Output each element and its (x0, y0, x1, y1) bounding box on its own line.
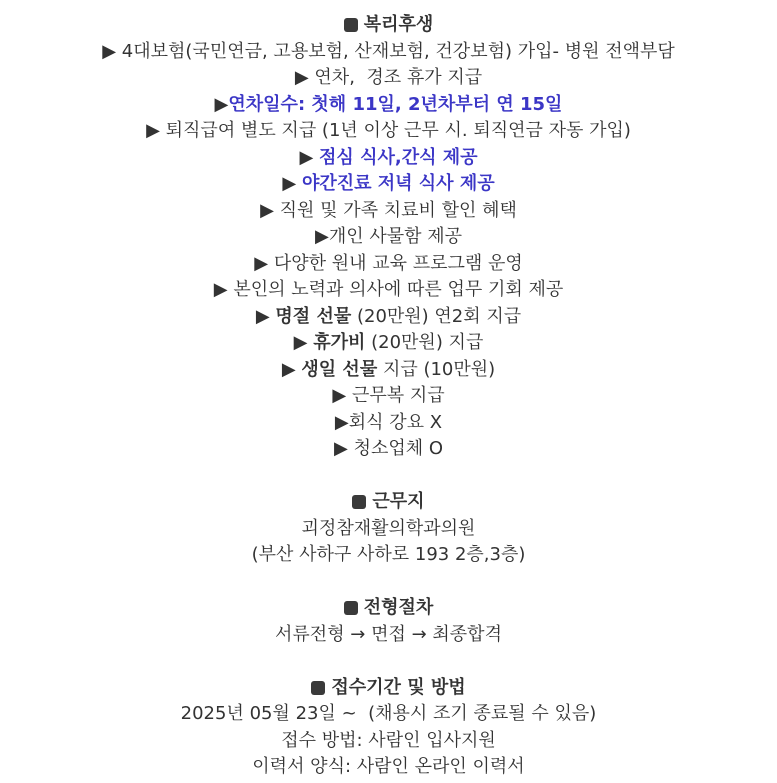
benefit-text: 지급 (10만원) (377, 358, 496, 380)
benefit-item-uniform (0, 383, 777, 410)
benefit-item-education (0, 251, 777, 278)
section-gap (0, 463, 777, 490)
benefit-item-severance (0, 118, 777, 145)
black-square-icon (352, 495, 366, 509)
section-application (0, 675, 777, 781)
section-title-text: 복리후생 (363, 14, 434, 35)
benefit-item-no-forced-dinner (0, 410, 777, 437)
bullet-arrow-icon: ▶ (260, 199, 280, 221)
application-method-text: 접수 방법: 사람인 입사지원 (281, 729, 496, 751)
application-method (0, 728, 777, 755)
benefit-label: 명절 선물 (275, 305, 352, 327)
benefit-text: 퇴직급여 별도 지급 (1년 이상 근무 시. 퇴직연금 자동 가입) (165, 120, 631, 141)
bullet-arrow-icon: ▶ (102, 40, 122, 62)
benefit-text: 본인의 노력과 의사에 따른 업무 기회 제공 (233, 279, 564, 300)
bullet-arrow-icon: ▶ (333, 438, 354, 459)
section-gap (0, 569, 777, 596)
bullet-arrow-icon: ▶ (146, 120, 166, 141)
section-title-application (0, 675, 777, 702)
process-steps (0, 622, 777, 649)
bullet-arrow-icon: ▶ (254, 252, 274, 274)
section-title-process (0, 595, 777, 622)
application-period-text: 2025년 05월 23일 ~ (채용시 조기 종료될 수 있음) (180, 703, 597, 724)
bullet-arrow-icon: ▶ (299, 146, 320, 168)
section-process (0, 595, 777, 648)
bullet-arrow-icon: ▶ (282, 173, 302, 194)
benefit-text: 4대보험(국민연금, 고용보험, 산재보험, 건강보험) 가입- 병원 전액부담 (121, 40, 675, 62)
application-period (0, 701, 777, 728)
workplace-address (0, 542, 777, 569)
bullet-arrow-icon: ▶ (334, 411, 349, 433)
workplace-name-text: 괴정참재활의학과의원 (301, 517, 476, 539)
bullet-arrow-icon: ▶ (213, 279, 234, 300)
benefit-text-highlight: 점심 식사,간식 제공 (319, 146, 478, 168)
workplace-address-text: (부산 사하구 사하로 193 2층,3층) (251, 544, 526, 565)
bullet-arrow-icon: ▶ (293, 332, 314, 353)
benefit-text-highlight: 야간진료 저녁 식사 제공 (301, 173, 495, 194)
benefit-item-lunch-snack (0, 145, 777, 172)
benefit-text: 개인 사물함 제공 (328, 226, 462, 247)
bullet-arrow-icon: ▶ (294, 67, 315, 88)
benefit-text: 연차, 경조 휴가 지급 (314, 67, 483, 88)
benefit-text: 회식 강요 X (348, 411, 443, 433)
black-square-icon (344, 18, 358, 32)
section-benefits (0, 12, 777, 463)
section-title-workplace (0, 489, 777, 516)
benefit-text: 다양한 원내 교육 프로그램 운영 (273, 252, 523, 274)
section-title-text: 전형절차 (363, 597, 434, 618)
benefit-item-annual-leave-days (0, 92, 777, 119)
benefit-text: 직원 및 가족 치료비 할인 혜택 (279, 199, 517, 221)
benefit-text: 근무복 지급 (351, 385, 445, 406)
bullet-arrow-icon: ▶ (214, 93, 229, 115)
benefit-text-highlight: 연차일수: 첫해 11일, 2년차부터 연 15일 (228, 93, 563, 115)
section-gap (0, 648, 777, 675)
benefit-item-holiday-gift (0, 304, 777, 331)
benefit-item-insurance (0, 39, 777, 66)
benefit-item-vacation-pay (0, 330, 777, 357)
benefit-label: 휴가비 (313, 332, 366, 353)
black-square-icon (311, 681, 325, 695)
section-title-text: 접수기간 및 방법 (331, 676, 466, 698)
bullet-arrow-icon: ▶ (332, 385, 352, 406)
application-resume-form (0, 754, 777, 781)
bullet-arrow-icon: ▶ (281, 358, 302, 380)
benefit-text: 청소업체 O (353, 438, 444, 459)
benefit-item-leave (0, 65, 777, 92)
section-workplace (0, 489, 777, 569)
benefit-item-treatment-discount (0, 198, 777, 225)
process-steps-text: 서류전형 → 면접 → 최종합격 (275, 623, 502, 645)
section-title-text: 근무지 (372, 491, 425, 512)
benefit-text: (20만원) 연2회 지급 (351, 305, 522, 327)
bullet-arrow-icon: ▶ (255, 305, 276, 327)
application-resume-form-text: 이력서 양식: 사람인 온라인 이력서 (252, 756, 525, 777)
benefit-item-work-opportunity (0, 277, 777, 304)
benefit-text: (20만원) 지급 (365, 332, 484, 353)
section-title-benefits (0, 12, 777, 39)
black-square-icon (344, 601, 358, 615)
benefit-label: 생일 선물 (301, 358, 378, 380)
benefit-item-birthday-gift (0, 357, 777, 384)
workplace-name (0, 516, 777, 543)
benefit-item-locker (0, 224, 777, 251)
benefit-item-cleaning-service (0, 436, 777, 463)
bullet-arrow-icon: ▶ (314, 226, 329, 247)
benefit-item-night-dinner (0, 171, 777, 198)
